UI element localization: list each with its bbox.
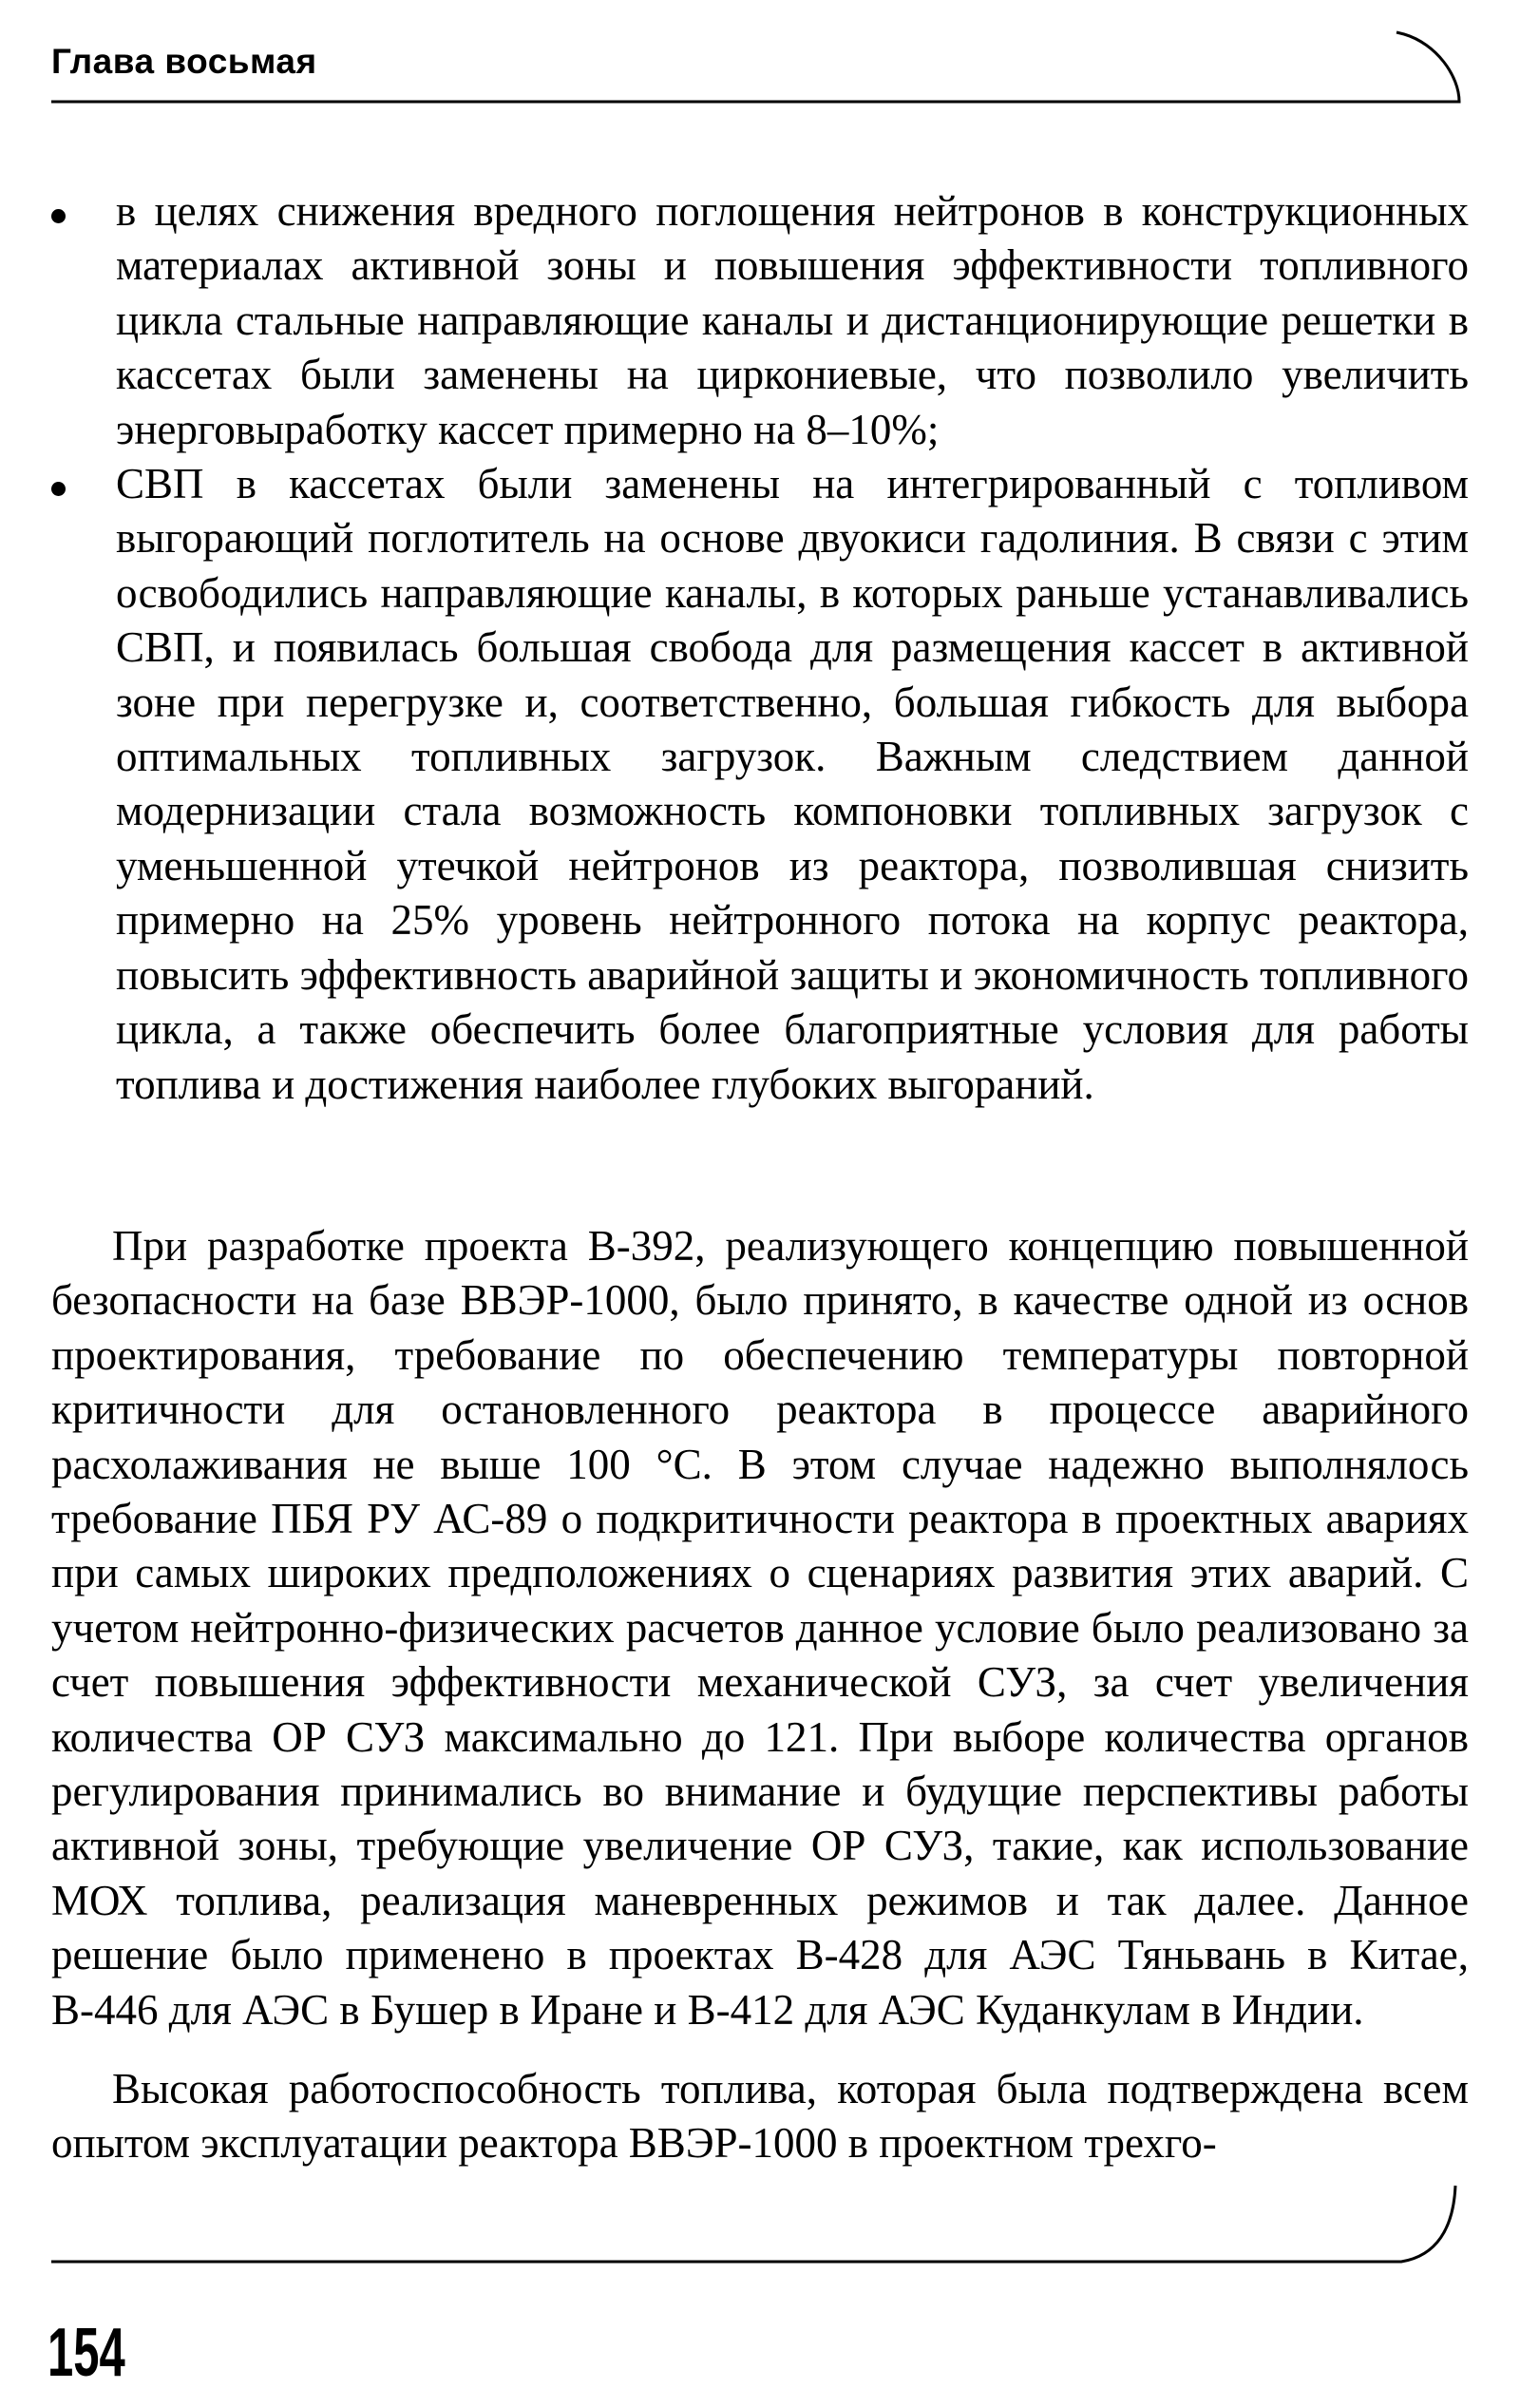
bullet-text: СВП в кассетах были заменены на интегрированный с топливом выгорающий поглотитель на основе двуокиси гадолиния. В связи с этим освободились направляющие каналы, в которых раньше устанавливались СВП, и появилась большая свобода для размещения кассет в активной зоне при перегрузке и, соответственно, большая гибкость для выбора оптимальных топливных загрузок. Важным следствием данной модернизации стала возможность компоновки топливных загрузок с уменьшенной утечкой нейтронов из реактора, позволившая снизить примерно на 25% уровень нейтронного потока на корпус реактора, повысить эффективность аварийной защиты и экономичность топливного цикла, а также обеспечить более благоприятные условия для работы топлива и достижения наиболее глубоких выгораний. (116, 460, 1469, 1108)
chapter-title: Глава восьмая (51, 42, 317, 81)
paragraph: Высокая работоспособность топлива, которая была подтверждена всем опытом эксплуатации реактора ВВЭР-1000 в проектном трехго- (51, 2065, 1469, 2168)
footer-rule (51, 2186, 1455, 2262)
bullet-dot-icon (51, 482, 66, 496)
bullet-list (51, 184, 1469, 1112)
bullet-item (51, 184, 1469, 457)
bullet-item (51, 457, 1469, 1112)
page-number: 154 (48, 2315, 125, 2391)
bullet-text: в целях снижения вредного поглощения нейтронов в конструкционных материалах активной зоны и повышения эффективности топливного цикла стальные направляющие каналы и дистанционирующие решетки в кассетах были заменены на циркониевые, что позволило увеличить энерговыработку кассет примерно на 8–10%; (116, 187, 1469, 453)
bullet-dot-icon (51, 209, 66, 223)
paragraph: При разработке проекта В-392, реализующего концепцию повышенной безопасности на базе ВВЭР-1000, было принято, в качестве одной из основ проектирования, требование по обеспечению температуры повторной критичности для остановленного реактора в процессе аварийного расхолаживания не выше 100 °С. В этом случае надежно выполнялось требование ПБЯ РУ АС-89 о подкритичности реактора в проектных авариях при самых широких предположениях о сценариях развития этих аварий. С учетом нейтронно-физических расчетов данное условие было реализовано за счет повышения эффективности механической СУЗ, за счет увеличения количества ОР СУЗ максимально до 121. При выборе количества органов регулирования принимались во внимание и будущие перспективы работы активной зоны, требующие увеличение ОР СУЗ, такие, как использование МОХ топлива, реализация маневренных режимов и так далее. Данное решение было применено в проектах В-428 для АЭС Тяньвань в Китае, В-446 для АЭС в Бушер в Иране и В-412 для АЭС Куданкулам в Индии. (51, 1222, 1469, 2034)
